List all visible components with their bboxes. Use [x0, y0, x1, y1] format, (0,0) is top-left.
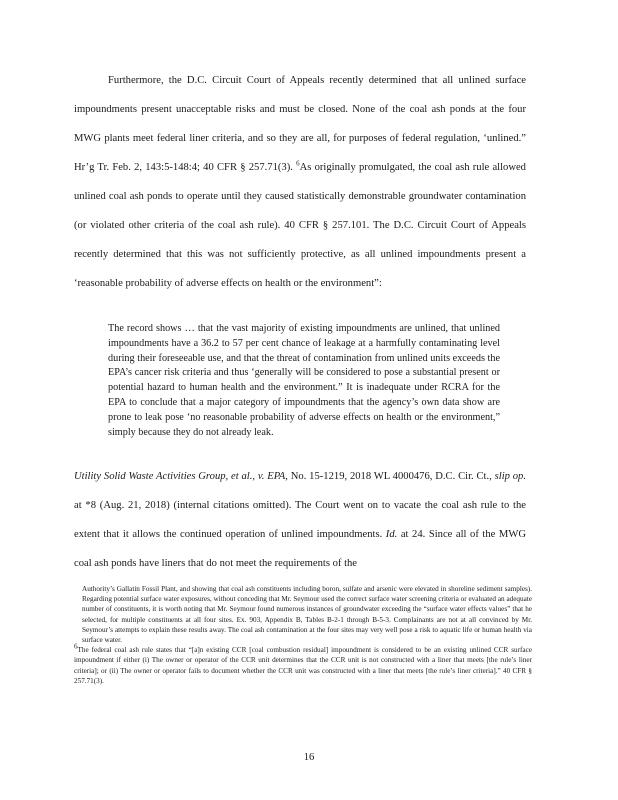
- footnote-continuation: Authority’s Gallatin Fossil Plant, and showing that coal ash constituents including boron, sulfate and arsenic were elevated in shoreline sediment samples). Regarding potential surface water exposures, without conceding that Mr. Seymour used the correct surface water screening criteria or evaluated an adequate number of constituents, it is worth noting that Mr. Seymour found numerous instances of groundwater exceeding the “surface water effects values” that he selected, for multiple constituents at all four sites. Ex. 903, Appendix B, Tables B-2-1 through B-5-3. Complainants are not at all convinced by Mr. Seymour’s attempts to explain these results away. The coal ash contamination at the four sites may very well pose a risk to aquatic life or human health via surface water.: [82, 585, 532, 645]
- body-paragraph-part2: As originally promulgated, the coal ash rule allowed unlined coal ash ponds to operate until they caused statistically demonstrable groundwater contamination (or violated other criteria of the coal ash rule). 40 CFR § 257.101. The D.C. Circuit Court of Appeals recently determined that this was not sufficiently protective, as all unlined impoundments present a ‘reasonable probability of adverse effects on health or the environment”:: [74, 162, 526, 289]
- id-signal: Id.: [385, 529, 398, 540]
- case-name: Utility Solid Waste Activities Group, et al., v. EPA: [74, 471, 286, 482]
- page-number: 16: [303, 752, 315, 763]
- slip-op: slip op.: [494, 471, 526, 482]
- citation-text-3: at 24. Since all of the MWG coal ash ponds have liners that do not meet the requirements of the: [74, 529, 526, 569]
- body-paragraph-part1: Furthermore, the D.C. Circuit Court of Appeals recently determined that all unlined surface impoundments present unacceptable risks and must be closed. None of the coal ash ponds at the four MWG plants meet federal liner criteria, and so they are all, for purposes of federal regulation, ‘unlined.” Hr’g Tr. Feb. 2, 143:5-148:4; 40 CFR § 257.71(3).: [74, 75, 526, 173]
- footnote-6-marker: 6: [74, 642, 78, 651]
- footnote-divider: [74, 576, 526, 577]
- footnote-6-text: The federal coal ash rule states that “[a]n existing CCR [coal combustion residual] impoundment is considered to be an existing unlined CCR surface impoundment if either (i) The owner or operator of the CCR unit determines that the CCR unit is not constructed with a liner that meets [the rule’s liner criteria]; or (ii) The owner or operator fails to document whether the CCR unit was constructed with a liner that meets [the rule’s liner criteria].” 40 CFR § 257.71(3).: [74, 646, 532, 685]
- footnote-6: [74, 642, 532, 686]
- footnotes: [74, 584, 532, 686]
- body-paragraph: [74, 66, 526, 298]
- citation-text-1: , No. 15-1219, 2018 WL 4000476, D.C. Cir. Ct.,: [285, 471, 495, 482]
- footnote-reference[interactable]: 6: [296, 159, 300, 168]
- case-citation: [74, 462, 526, 578]
- body-text: [74, 66, 526, 298]
- block-quote: The record shows … that the vast majority of existing impoundments are unlined, that unlined impoundments have a 36.2 to 57 per cent chance of leakage at a harmfully contaminating level during their foreseeable use, and that the threat of contamination from unlined units exceeds the EPA’s cancer risk criteria and thus ‘generally will be considered to pose a substantial present or potential hazard to human health and the environment.” It is inadequate under RCRA for the EPA to conclude that a major category of impoundments that the agency’s own data show are prone to leak pose ‘no reasonable probability of adverse effects on health or the environment,” simply because they do not already leak.: [108, 323, 500, 438]
- citation-text-2: at *8 (Aug. 21, 2018) (internal citations omitted). The Court went on to vacate the coal ash rule to the extent that it allows the continued operation of unlined impoundments.: [74, 500, 526, 540]
